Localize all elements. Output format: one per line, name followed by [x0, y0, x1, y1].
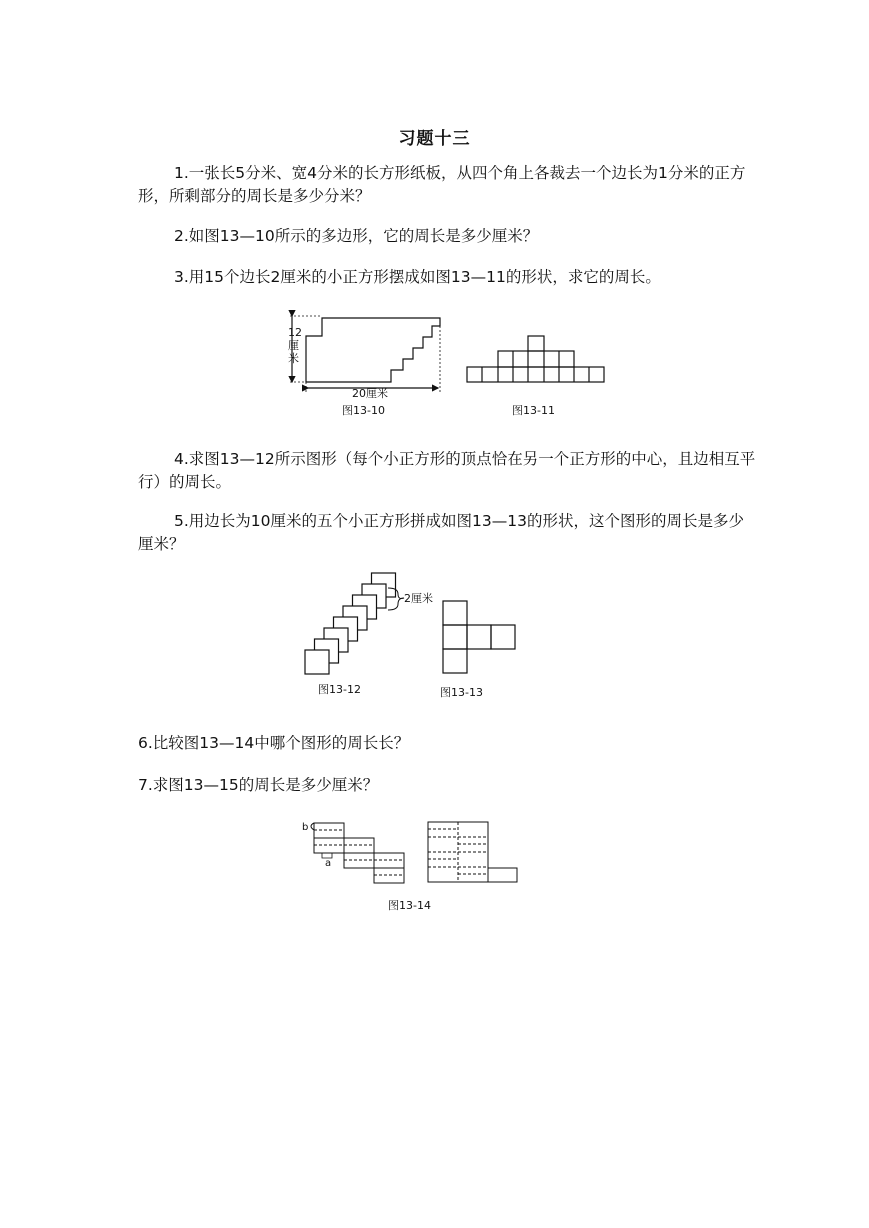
problem-4: 4.求图13—12所示图形（每个小正方形的顶点恰在另一个正方形的中心，且边相互平行）的周长。	[138, 450, 756, 491]
fig11-caption: 图13-11	[512, 404, 555, 417]
fig10-height-label-3: 米	[288, 352, 299, 365]
overlap-square	[305, 650, 329, 674]
fig12-offset-label: 2厘米	[404, 592, 433, 605]
fig10-height-label-1: 12	[288, 326, 302, 339]
fig10-width-label: 20厘米	[352, 387, 388, 400]
figure-13-14-right	[428, 822, 517, 882]
fig10-caption: 图13-10	[342, 404, 385, 417]
problem-6: 6.比较图13—14中哪个图形的周长长？	[138, 734, 410, 752]
figure-13-13	[443, 601, 515, 673]
problem-5: 5.用边长为10厘米的五个小正方形拼成如图13—13的形状，这个图形的周长是多少厘米？	[138, 512, 744, 553]
fig10-height-label-2: 厘	[288, 339, 299, 352]
fig14-label-a: a	[325, 858, 332, 869]
problem-7: 7.求图13—15的周长是多少厘米？	[138, 776, 379, 794]
figure-13-10	[290, 316, 440, 392]
problem-1: 1.一张长5分米、宽4分米的长方形纸板，从四个角上各裁去一个边长为1分米的正方形，所剩部分的周长是多少分米？	[138, 164, 746, 205]
fig14-label-b: b	[302, 822, 309, 833]
fig13-caption: 图13-13	[440, 686, 483, 699]
figure-13-14-left	[311, 823, 404, 883]
page-title: 习题十三	[398, 129, 471, 149]
figure-13-12	[305, 573, 396, 674]
figure-13-11	[467, 336, 604, 382]
fig14-caption: 图13-14	[388, 899, 431, 912]
staircase-polygon	[306, 318, 440, 382]
problem-2: 2.如图13—10所示的多边形，它的周长是多少厘米？	[174, 227, 539, 245]
problem-3: 3.用15个边长2厘米的小正方形摆成如图13—11的形状，求它的周长。	[174, 268, 661, 286]
fig12-caption: 图13-12	[318, 683, 361, 696]
